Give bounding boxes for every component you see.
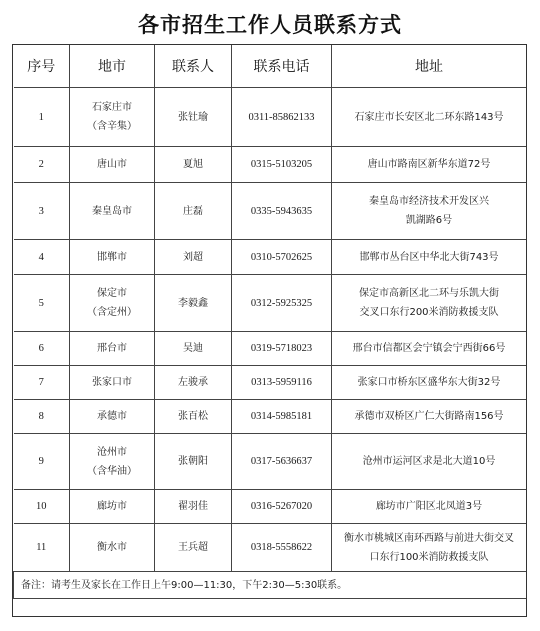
cell-phone: 0315-5103205 (232, 147, 332, 183)
city-line: 石家庄市 (92, 102, 132, 113)
cell-address (332, 88, 527, 147)
cell-address (332, 332, 527, 366)
cell-address (332, 434, 527, 490)
address-line: 衡水市桃城区南环西路与前进大街交叉 (344, 532, 514, 544)
table-row (14, 240, 527, 275)
cell-contact: 庄磊 (155, 183, 232, 240)
cell-address (332, 490, 527, 524)
table-header-row (14, 45, 527, 88)
city-line: 承德市 (97, 411, 127, 422)
cell-serial: 8 (14, 400, 70, 434)
cell-serial: 10 (14, 490, 70, 524)
cell-phone: 0314-5985181 (232, 400, 332, 434)
page-title: 各市招生工作人员联系方式 (138, 13, 402, 37)
cell-phone: 0313-5959116 (232, 366, 332, 400)
table-row (14, 400, 527, 434)
table-row (14, 490, 527, 524)
cell-contact: 翟羽佳 (155, 490, 232, 524)
city-line: 邢台市 (97, 343, 127, 354)
address-line: 秦皇岛市经济技术开发区兴 (369, 196, 489, 207)
cell-city (70, 490, 155, 524)
cell-contact: 左骏承 (155, 366, 232, 400)
city-line: 张家口市 (92, 377, 132, 388)
cell-serial: 9 (14, 434, 70, 490)
cell-address (332, 524, 527, 572)
city-line: 廊坊市 (97, 501, 127, 512)
address-line: 唐山市路南区新华东道72号 (367, 159, 491, 170)
cell-contact: 张朝阳 (155, 434, 232, 490)
table-row (14, 434, 527, 490)
city-line: 保定市 (97, 288, 127, 299)
cell-city (70, 88, 155, 147)
table-row (14, 366, 527, 400)
cell-serial: 1 (14, 88, 70, 147)
cell-phone: 0316-5267020 (232, 490, 332, 524)
cell-serial: 4 (14, 240, 70, 275)
note-text: 备注：请考生及家长在工作日上午9:00—11:30，下午2:30—5:30联系。 (14, 572, 527, 599)
cell-city (70, 524, 155, 572)
cell-address (332, 400, 527, 434)
address-line: 石家庄市长安区北二环东路143号 (354, 111, 504, 123)
cell-city (70, 147, 155, 183)
table-row (14, 88, 527, 147)
cell-phone: 0318-5558622 (232, 524, 332, 572)
cell-phone: 0317-5636637 (232, 434, 332, 490)
cell-phone: 0310-5702625 (232, 240, 332, 275)
header-address: 地址 (332, 45, 527, 88)
cell-contact: 刘超 (155, 240, 232, 275)
cell-phone: 0311-85862133 (232, 88, 332, 147)
address-line: 承德市双桥区广仁大街路南156号 (354, 411, 504, 422)
address-line: 张家口市桥东区盛华东大街32号 (357, 377, 501, 388)
city-line: （含华油） (87, 465, 137, 477)
cell-city (70, 400, 155, 434)
cell-address (332, 366, 527, 400)
table-row (14, 275, 527, 332)
cell-contact: 吴迪 (155, 332, 232, 366)
cell-contact: 张百松 (155, 400, 232, 434)
cell-serial: 6 (14, 332, 70, 366)
cell-city (70, 332, 155, 366)
cell-serial: 2 (14, 147, 70, 183)
cell-serial: 11 (14, 524, 70, 572)
cell-address (332, 147, 527, 183)
cell-contact: 王兵超 (155, 524, 232, 572)
cell-contact: 李毅鑫 (155, 275, 232, 332)
address-line: 交叉口东行200米消防救援支队 (359, 307, 499, 318)
table-row (14, 183, 527, 240)
table-body (14, 88, 527, 599)
address-line: 邯郸市丛台区中华北大街743号 (359, 251, 499, 263)
city-line: 唐山市 (97, 159, 127, 170)
address-line: 沧州市运河区求是北大道10号 (362, 456, 496, 467)
cell-address (332, 275, 527, 332)
cell-phone: 0319-5718023 (232, 332, 332, 366)
contact-table-frame (12, 44, 527, 617)
cell-city (70, 240, 155, 275)
cell-city (70, 275, 155, 332)
cell-city (70, 183, 155, 240)
cell-city (70, 366, 155, 400)
table-row (14, 332, 527, 366)
note-row (14, 572, 527, 599)
contact-table (13, 45, 526, 599)
header-city: 地市 (70, 45, 155, 88)
cell-contact: 夏旭 (155, 147, 232, 183)
address-line: 保定市高新区北二环与乐凯大街 (359, 288, 499, 299)
cell-city (70, 434, 155, 490)
address-line: 凯湖路6号 (405, 215, 453, 226)
cell-address (332, 240, 527, 275)
city-line: 邯郸市 (97, 251, 127, 263)
cell-address (332, 183, 527, 240)
address-line: 邢台市信都区会宁镇会宁西街66号 (352, 343, 506, 354)
cell-serial: 5 (14, 275, 70, 332)
table-row (14, 524, 527, 572)
cell-phone: 0335-5943635 (232, 183, 332, 240)
city-line: 衡水市 (97, 542, 127, 553)
cell-phone: 0312-5925325 (232, 275, 332, 332)
city-line: （含定州） (87, 307, 137, 318)
header-serial: 序号 (14, 45, 70, 88)
city-line: （含辛集） (87, 121, 137, 132)
header-contact: 联系人 (155, 45, 232, 88)
cell-contact: 张钍瑜 (155, 88, 232, 147)
header-phone: 联系电话 (232, 45, 332, 88)
city-line: 秦皇岛市 (92, 205, 132, 217)
address-line: 口东行100米消防救援支队 (369, 551, 489, 563)
city-line: 沧州市 (97, 446, 127, 458)
cell-serial: 7 (14, 366, 70, 400)
cell-serial: 3 (14, 183, 70, 240)
table-row (14, 147, 527, 183)
address-line: 廊坊市广阳区北凤道3号 (375, 501, 483, 512)
